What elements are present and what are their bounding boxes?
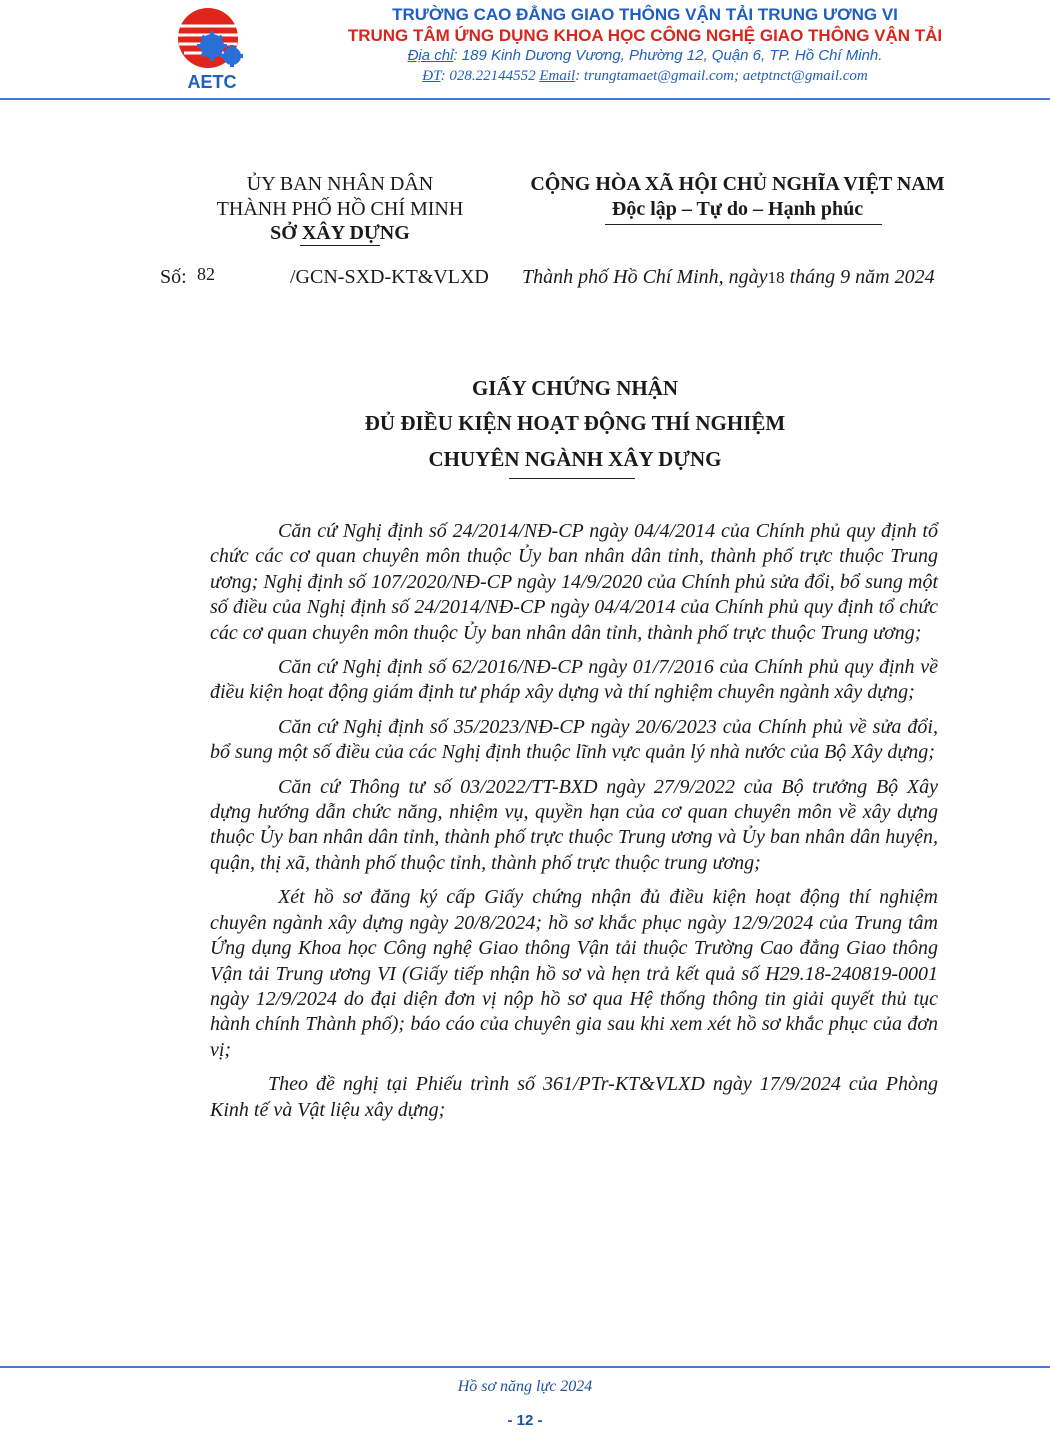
doc-code: /GCN-SXD-KT&VLXD — [290, 266, 489, 288]
national-motto: Độc lập – Tự do – Hạnh phúc — [611, 198, 864, 220]
email-value: : trungtamaet@gmail.com; aetptnct@gmail.com — [575, 68, 868, 84]
body-paragraph: Căn cứ Thông tư số 03/2022/TT-BXD ngày 27/9/2022 của Bộ trưởng Bộ Xây dựng hướng dẫn chức năng, nhiệm vụ, quyền hạn của cơ quan chuyên môn về xây dựng thuộc Ủy ban nhân dân tỉnh, thành phố trực thuộc Trung ương và Ủy ban nhân dân huyện, quận, thị xã, thành phố thuộc tỉnh, thành phố trực thuộc trung ương; — [210, 775, 938, 874]
footer-title: Hồ sơ năng lực 2024 — [457, 1378, 593, 1395]
body-paragraph: Theo đề nghị tại Phiếu trình số 361/PTr-KT&VLXD ngày 17/9/2024 của Phòng Kinh tế và Vật liệu xây dựng; — [210, 1073, 938, 1121]
doc-number-label: Số: — [160, 266, 187, 288]
date-day: 18 — [767, 268, 785, 287]
center-address — [260, 47, 1030, 64]
phone-label: ĐT — [422, 68, 441, 84]
aetc-logo-icon — [168, 4, 260, 96]
date-prefix: Thành phố Hồ Chí Minh, ngày — [522, 266, 768, 288]
doc-title-line-3: CHUYÊN NGÀNH XÂY DỰNG — [428, 447, 722, 471]
body-paragraph: Xét hồ sơ đăng ký cấp Giấy chứng nhận đủ điều kiện hoạt động thí nghiệm chuyên ngành xây dựng ngày 20/8/2024; hồ sơ khắc phục ngày 12/9/2024 của Trung tâm Ứng dụng Khoa học Công nghệ Giao thông Vận tải thuộc Trường Cao đẳng Giao thông Vận tải Trung ương VI (Giấy tiếp nhận hồ sơ và hẹn trả kết quả số H29.18-240819-0001 ngày 12/9/2024 do đại diện đơn vị nộp hồ sơ qua Hệ thống thông tin giải quyết thủ tục hành chính Thành phố); báo cáo của chuyên gia sau khi xem xét hồ sơ khắc phục của đơn vị; — [210, 886, 938, 1061]
logo-text: AETC — [187, 72, 237, 92]
doc-number: 82 — [197, 264, 215, 284]
issuer-line-1: ỦY BAN NHÂN DÂN — [246, 173, 434, 195]
issuer-line-2: THÀNH PHỐ HỒ CHÍ MINH — [216, 198, 464, 220]
address-label: Địa chỉ — [407, 47, 454, 64]
date-suffix: tháng 9 năm 2024 — [784, 266, 935, 288]
doc-body — [210, 519, 938, 1132]
address-value: : 189 Kinh Dương Vương, Phường 12, Quận 6, TP. Hồ Chí Minh. — [453, 47, 883, 64]
email-label: Email — [539, 68, 576, 84]
center-name: TRUNG TÂM ỨNG DỤNG KHOA HỌC CÔNG NGHỆ GIAO THÔNG VẬN TẢI — [347, 26, 943, 45]
body-paragraph: Căn cứ Nghị định số 35/2023/NĐ-CP ngày 20/6/2023 của Chính phủ về sửa đổi, bổ sung một số điều của các Nghị định thuộc lĩnh vực quản lý nhà nước của Bộ Xây dựng; — [210, 715, 938, 764]
page-number: - 12 - — [507, 1412, 543, 1429]
body-paragraph: Căn cứ Nghị định số 62/2016/NĐ-CP ngày 01/7/2016 của Chính phủ quy định về điều kiện hoạt động giám định tư pháp xây dựng và thí nghiệm chuyên ngành xây dựng; — [210, 656, 938, 704]
header-divider — [0, 98, 1050, 100]
body-paragraph: Căn cứ Nghị định số 24/2014/NĐ-CP ngày 04/4/2014 của Chính phủ quy định tổ chức các cơ quan chuyên môn thuộc Ủy ban nhân dân tỉnh, thành phố trực thuộc Trung ương; Nghị định số 107/2020/NĐ-CP ngày 14/9/2020 của Chính phủ sửa đổi, bổ sung một số điều của Nghị định số 24/2014/NĐ-CP ngày 04/4/2014 của Chính phủ quy định tổ chức các cơ quan chuyên môn thuộc Ủy ban nhân dân tỉnh, thành phố trực thuộc Trung ương; — [210, 520, 938, 644]
title-underline — [509, 478, 635, 479]
issuer-underline — [300, 245, 380, 246]
issuer-department: SỞ XÂY DỰNG — [270, 222, 410, 244]
footer-divider — [0, 1366, 1050, 1368]
motto-underline — [605, 224, 882, 225]
doc-title-line-2: ĐỦ ĐIỀU KIỆN HOẠT ĐỘNG THÍ NGHIỆM — [364, 411, 786, 435]
national-title: CỘNG HÒA XÃ HỘI CHỦ NGHĨA VIỆT NAM — [530, 173, 945, 195]
school-name: TRƯỜNG CAO ĐẲNG GIAO THÔNG VẬN TẢI TRUNG ƯƠNG VI — [392, 5, 898, 24]
doc-date — [522, 266, 935, 289]
doc-title-line-1: GIẤY CHỨNG NHẬN — [471, 376, 679, 400]
phone-value: : 028.22144552 — [440, 68, 540, 84]
aetc-logo — [168, 4, 260, 96]
center-contact — [260, 68, 1030, 85]
